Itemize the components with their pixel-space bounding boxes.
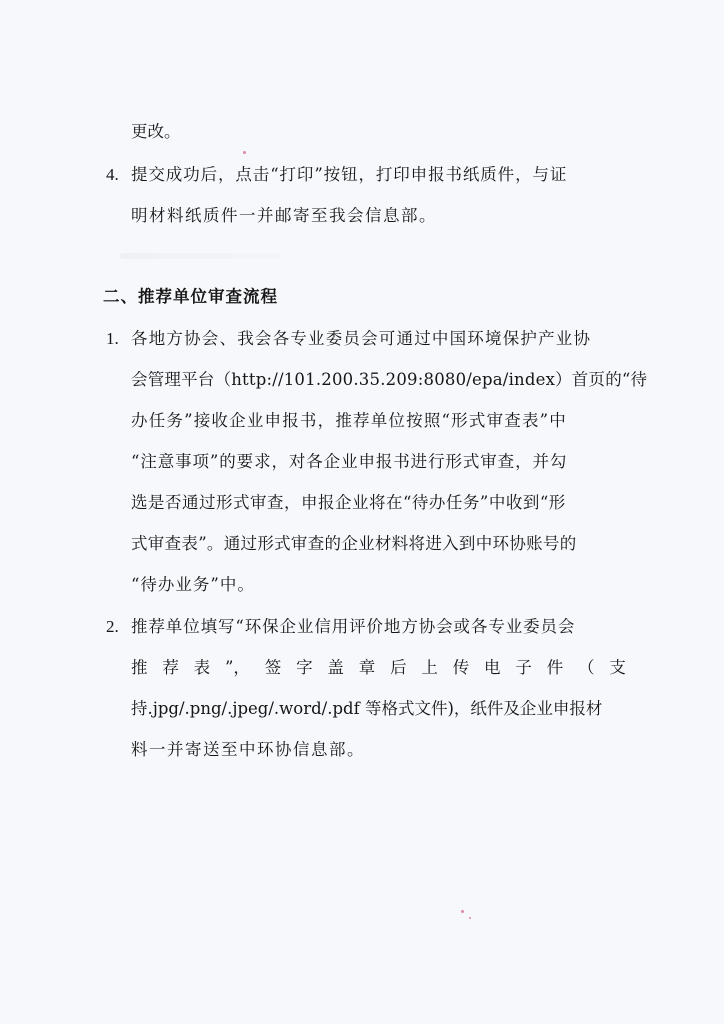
item4-line2: 明材料纸质件一并邮寄至我会信息部。 <box>131 206 437 225</box>
item2-line2-char: 件 <box>546 658 564 677</box>
scan-artifact <box>120 253 280 259</box>
item2-line2-char: 电 <box>484 658 501 677</box>
list-number-4: 4. <box>106 165 119 184</box>
item2-line2-char: 表 <box>193 658 211 677</box>
item1-line4: “注意事项”的要求，对各企业申报书进行形式审查，并勾 <box>131 452 568 471</box>
item2-line2-char: 字 <box>296 658 313 677</box>
item2-line1: 推荐单位填写“环保企业信用评价地方协会或各专业委员会 <box>131 617 576 636</box>
continuation-text: 更改。 <box>131 122 181 141</box>
item1-line5: 选是否通过形式审查，申报企业将在“待办任务”中收到“形 <box>131 493 566 512</box>
item1-line7: “待办业务”中。 <box>131 575 255 594</box>
item2-line3: 持.jpg/.png/.jpeg/.word/.pdf 等格式文件)，纸件及企业申报材 <box>131 699 603 718</box>
item2-line2-char: 荐 <box>162 658 179 677</box>
item1-line6: 式审查表”。通过形式审查的企业材料将进入到中环协账号的 <box>131 534 577 553</box>
scan-speck <box>243 151 246 154</box>
item2-line2-char: 盖 <box>327 658 344 677</box>
list-number-2: 2. <box>106 617 119 636</box>
list-number-1: 1. <box>106 329 119 348</box>
item2-line2-char: 签 <box>264 658 282 677</box>
section-heading: 二、推荐单位审查流程 <box>103 287 278 306</box>
item2-line2-char: 子 <box>515 658 532 677</box>
item2-line2-char: 章 <box>358 658 376 677</box>
item2-line2-char: 上 <box>421 658 438 677</box>
item2-line2-char: ”， <box>224 658 250 677</box>
item4-line1: 提交成功后，点击“打印”按钮，打印申报书纸质件，与证 <box>131 165 568 184</box>
item2-line4: 料一并寄送至中环协信息部。 <box>131 740 365 759</box>
item2-line2 <box>131 657 626 679</box>
item1-line2: 会管理平台（http://101.200.35.209:8080/epa/index）首页的“待 <box>131 370 648 389</box>
scan-speck <box>461 910 464 913</box>
item1-line1: 各地方协会、我会各专业委员会可通过中国环境保护产业协 <box>131 329 592 348</box>
item2-line2-char: 推 <box>131 658 148 677</box>
scan-speck <box>469 917 471 919</box>
item1-line3: 办任务”接收企业申报书，推荐单位按照“形式审查表”中 <box>131 411 568 430</box>
item2-line2-char: 后 <box>390 658 407 677</box>
item2-line2-char: 支 <box>609 658 626 677</box>
item2-line2-char: （ <box>578 658 595 677</box>
item2-line2-char: 传 <box>452 658 470 677</box>
